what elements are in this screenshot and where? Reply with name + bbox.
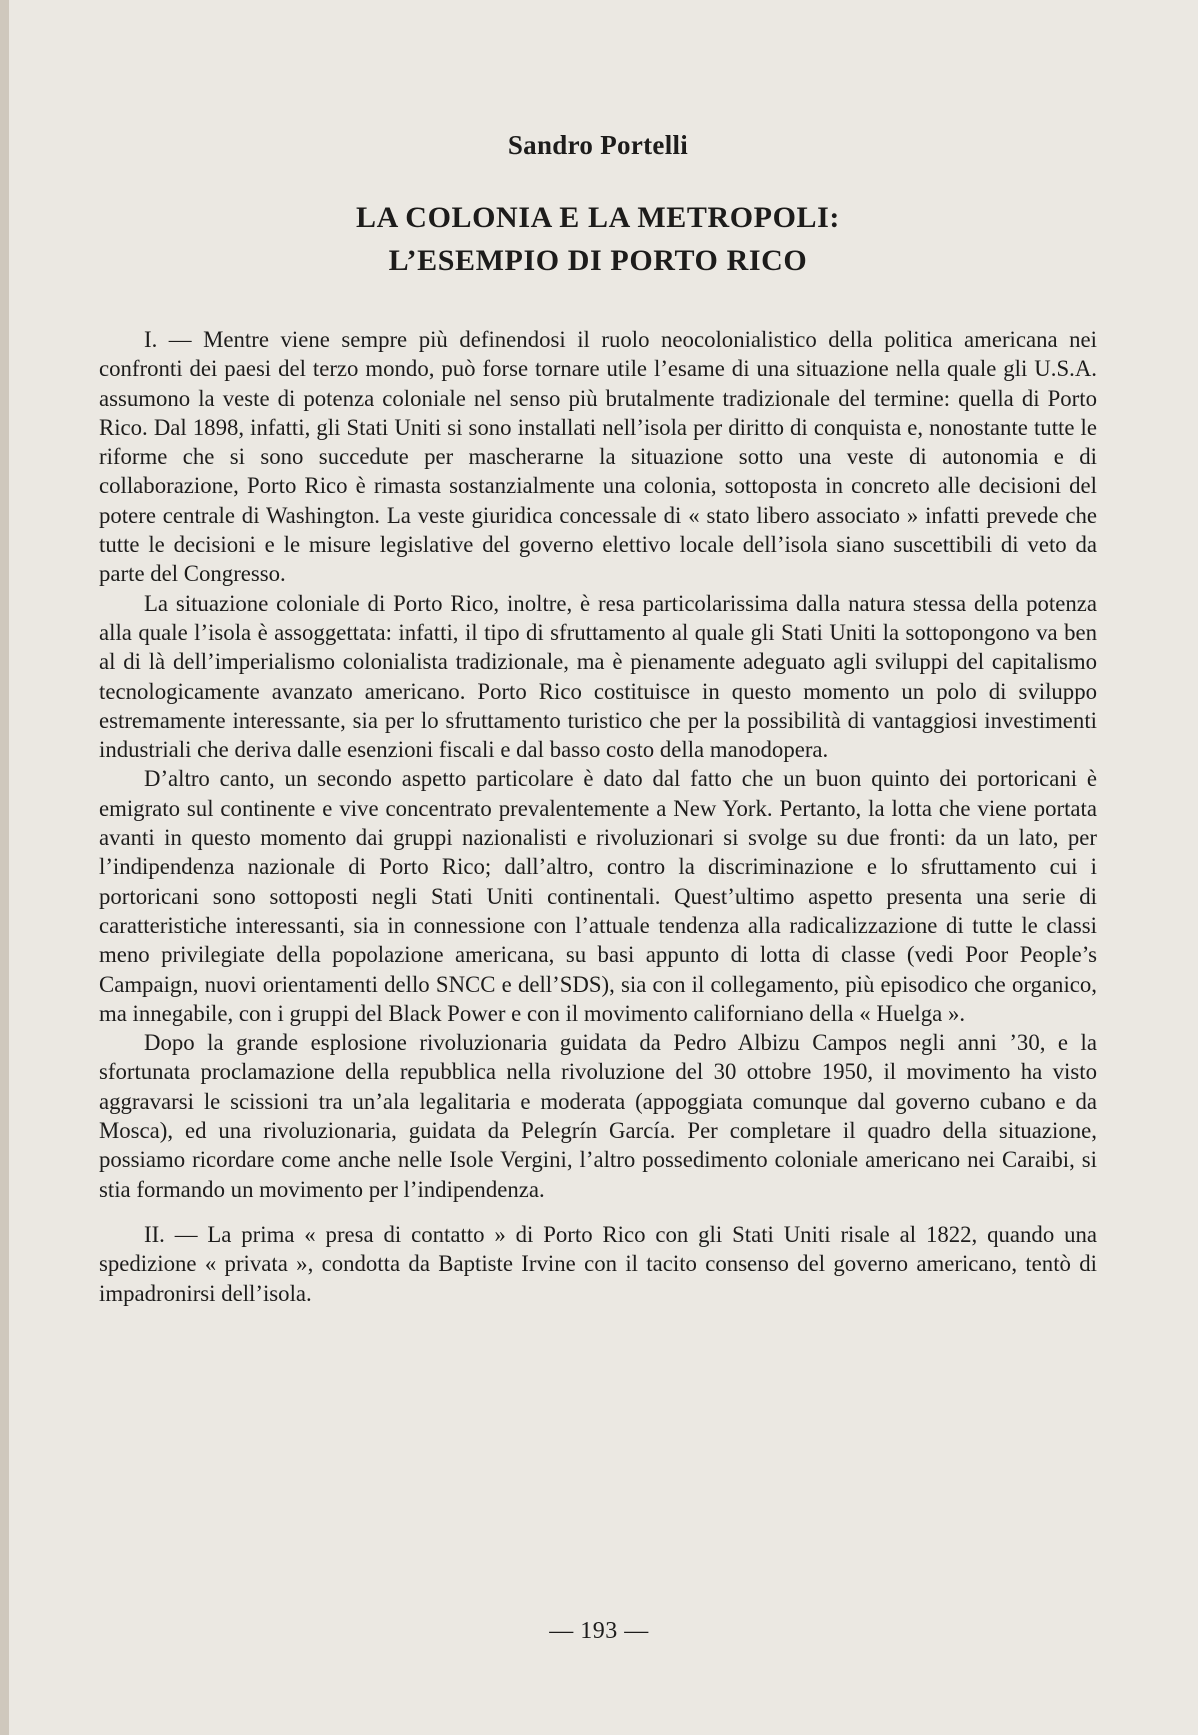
article-title bbox=[99, 196, 1097, 282]
page-edge-shadow bbox=[0, 0, 9, 1735]
paragraph-section-1-intro: I. — Mentre viene sempre più definendosi il ruolo neocolonialistico della politica americana nei confronti dei paesi del terzo mondo, può forse tornare utile l’esame di una situazione nella quale gli U.S.A. assumono la veste di potenza coloniale nel senso più brutalmente tradizionale del termine: quella di Porto Rico. Dal 1898, infatti, gli Stati Uniti si sono installati nell’isola per diritto di conquista e, nonostante tutte le riforme che si sono succedute per mascherarne la situazione sotto una veste di autonomia e di collaborazione, Porto Rico è rimasta sostanzialmente una colonia, sottoposta in concreto alle decisioni del potere centrale di Washington. La veste giuridica concessale di « stato libero associato » infatti prevede che tutte le decisioni e le misure legislative del governo elettivo locale dell’isola siano suscettibili di veto da parte del Congresso. bbox=[99, 327, 1097, 587]
author-name: Sandro Portelli bbox=[507, 130, 689, 160]
paragraph-revolutionary-history: Dopo la grande esplosione rivoluzionaria guidata da Pedro Albizu Campos negli anni ’30, e la sfortunata proclamazione della repubblica nella rivoluzione del 30 ottobre 1950, il movimento ha visto aggravarsi le scissioni tra un’ala legalitaria e moderata (appoggiata comunque dal governo cubano e da Mosca), ed una rivoluzionaria, guidata da Pelegrín García. Per completare il quadro della situazione, possiamo ricordare come anche nelle Isole Vergini, l’altro possedimento coloniale americano nei Caraibi, si stia formando un movimento per l’indipendenza. bbox=[99, 1030, 1097, 1202]
paragraph-colonial-situation: La situazione coloniale di Porto Rico, inoltre, è resa particolarissima dalla natura stessa della potenza alla quale l’isola è assoggettata: infatti, il tipo di sfruttamento al quale gli Stati Uniti la sottopongono va ben al di là dell’imperialismo colonialista tradizionale, ma è pienamente adeguato agli sviluppi del capitalismo tecnologicamente avanzato americano. Porto Rico costituisce in questo momento un polo di sviluppo estremamente interessante, sia per lo sfruttamento turistico che per la possibilità di vantaggiosi investimenti industriali che deriva dalle esenzioni fiscali e dal basso costo della manodopera. bbox=[99, 590, 1097, 763]
title-line-1: LA COLONIA E LA METROPOLI: bbox=[355, 201, 840, 234]
article bbox=[99, 128, 1097, 1308]
paragraph-emigration: D’altro canto, un secondo aspetto particolare è dato dal fatto che un buon quinto dei portoricani è emigrato sul continente e vive concentrato prevalentemente a New York. Pertanto, la lotta che viene portata avanti in questo momento dai gruppi nazionalisti e rivoluzionari si svolge su due fronti: da un lato, per l’indipendenza nazionale di Porto Rico; dall’altro, contro la discriminazione e lo sfruttamento cui i portoricani sono sottoposti negli Stati Uniti continentali. Quest’ultimo aspetto presenta una serie di caratteristiche interessanti, sia in connessione con l’attuale tendenza alla radicalizzazione di tutte le classi meno privilegiate della popolazione americana, su basi appunto di lotta di classe (vedi Poor People’s Campaign, nuovi orientamenti dello SNCC e dell’SDS), sia con il collegamento, più episodico che organico, ma innegabile, con i gruppi del Black Power e con il movimento californiano della « Huelga ». bbox=[99, 766, 1097, 1026]
title-line-2: L’ESEMPIO DI PORTO RICO bbox=[388, 244, 808, 277]
paragraph-section-2-intro: II. — La prima « presa di contatto » di Porto Rico con gli Stati Uniti risale al 1822, quando una spedizione « privata », condotta da Baptiste Irvine con il tacito consenso del governo americano, tentò di impadronirsi dell’isola. bbox=[99, 1221, 1097, 1306]
page-number: — 193 — bbox=[549, 1618, 649, 1644]
